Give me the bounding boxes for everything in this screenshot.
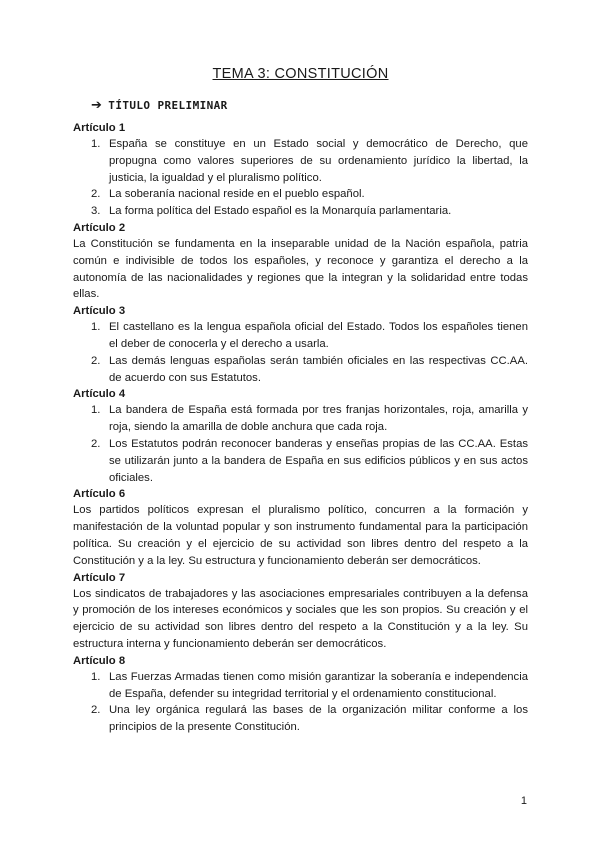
list-item (73, 136, 528, 186)
list-item (73, 436, 528, 486)
article-4-heading: Artículo 4 (73, 388, 126, 401)
list-number: 3. (91, 205, 101, 218)
list-number: 2. (91, 188, 101, 201)
article-6-heading: Artículo 6 (73, 488, 126, 501)
page-title: TEMA 3: CONSTITUCIÓN (212, 66, 389, 82)
list-text: La soberanía nacional reside en el pueblo español. (109, 188, 365, 201)
article-2-text: La Constitución se fundamenta en la inseparable unidad de la Nación española, patria común e indivisible de todos los españoles, y reconoce y garantiza el derecho a la autonomía de las nacionalidades y regiones que la integran y la solidaridad entre todas ellas. (73, 237, 528, 301)
list-text: Una ley orgánica regulará las bases de la organización militar conforme a los principios de la presente Constitución. (109, 704, 528, 734)
list-number: 2. (91, 437, 101, 450)
list-item (73, 669, 528, 703)
article-3-list (73, 319, 528, 386)
section-heading (91, 98, 528, 113)
article-6-text: Los partidos políticos expresan el pluralismo político, concurren a la formación y manifestación de la voluntad popular y son instrumento fundamental para la participación política. Su creación y el ejercicio de su actividad son libres dentro del respeto a la Constitución y a la ley. Su estructura y funcionamiento deberán ser democráticos. (73, 504, 528, 567)
article-7-heading: Artículo 7 (73, 571, 126, 584)
section-label: TÍTULO PRELIMINAR (108, 99, 228, 112)
list-text: Los Estatutos podrán reconocer banderas y enseñas propias de las CC.AA. Estas se utilizarán junto a la bandera de España en sus edificios públicos y en sus actos oficiales. (109, 437, 528, 484)
list-number: 2. (91, 354, 101, 367)
article-8-heading: Artículo 8 (73, 654, 126, 667)
article-7-text: Los sindicatos de trabajadores y las asociaciones empresariales contribuyen a la defensa y promoción de los intereses económicos y sociales que les son propios. Su creación y el ejercicio de su actividad son libres dentro del respeto a la Constitución y a la ley. Su estructura interna y funcionamiento deberán ser democráticos. (73, 587, 528, 650)
document-page (73, 66, 528, 736)
list-item (73, 319, 528, 353)
list-text: Las demás lenguas españolas serán también oficiales en las respectivas CC.AA. de acuerdo con sus Estatutos. (109, 354, 528, 384)
article-3-heading: Artículo 3 (73, 305, 126, 318)
article-1-heading: Artículo 1 (73, 122, 126, 134)
list-number: 1. (91, 404, 101, 417)
article-1-list (73, 136, 528, 220)
list-text: Las Fuerzas Armadas tienen como misión garantizar la soberanía e independencia de España, defender su integridad territorial y el ordenamiento constitucional. (109, 670, 528, 700)
list-text: España se constituye en un Estado social y democrático de Derecho, que propugna como valores superiores de su ordenamiento jurídico la libertad, la justicia, la igualdad y el pluralismo político. (109, 138, 528, 184)
list-item (73, 203, 528, 220)
list-text: El castellano es la lengua española oficial del Estado. Todos los españoles tienen el deber de conocerla y el derecho a usarla. (109, 321, 528, 350)
list-number: 2. (91, 704, 101, 717)
arrow-right-icon: ➔ (91, 98, 103, 113)
list-item (73, 402, 528, 436)
page-number: 1 (520, 795, 527, 807)
list-item (73, 353, 528, 387)
list-number: 1. (91, 670, 101, 683)
article-2-heading: Artículo 2 (73, 221, 126, 234)
list-item (73, 186, 528, 203)
list-item (73, 702, 528, 736)
article-8-list (73, 669, 528, 736)
list-text: La bandera de España está formada por tres franjas horizontales, roja, amarilla y roja, siendo la amarilla de doble anchura que cada roja. (109, 404, 528, 434)
list-number: 1. (91, 138, 101, 150)
list-number: 1. (91, 321, 101, 334)
article-4-list (73, 402, 528, 486)
list-text: La forma política del Estado español es la Monarquía parlamentaria. (109, 205, 452, 218)
